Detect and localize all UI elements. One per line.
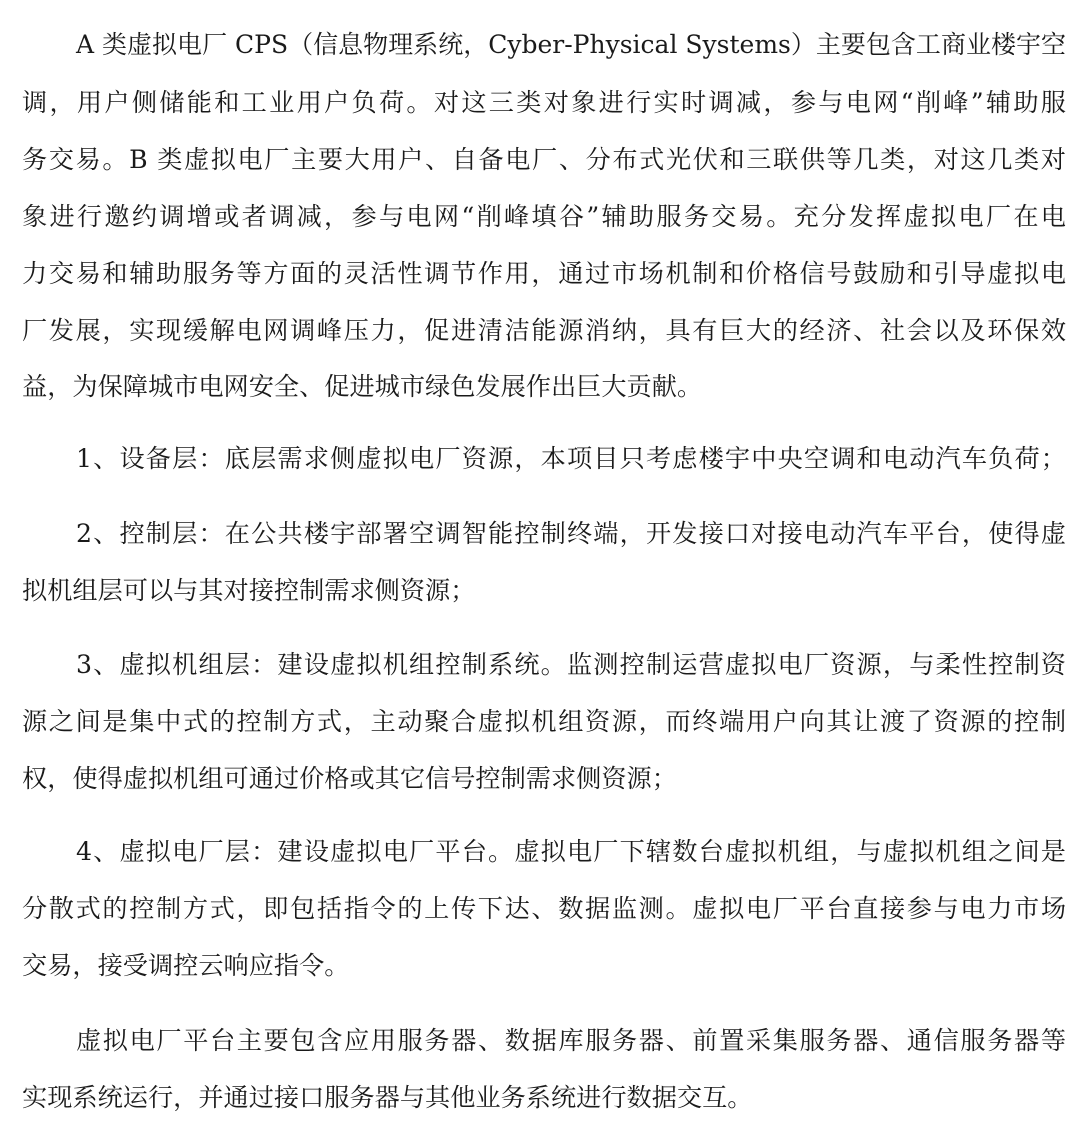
text-line: 益，为保障城市电网安全、促进城市绿色发展作出巨大贡献。	[22, 372, 703, 401]
text-line: 权，使得虚拟机组可通过价格或其它信号控制需求侧资源；	[22, 764, 677, 793]
text-line: 3、虚拟机组层：建设虚拟机组控制系统。监测控制运营虚拟电厂资源，与柔性控制资	[76, 650, 1066, 679]
text-line: 交易，接受调控云响应指令。	[22, 951, 350, 980]
text-line: 务交易。B 类虚拟电厂主要大用户、自备电厂、分布式光伏和三联供等几类，对这几类对	[22, 145, 1066, 174]
text-line: 2、控制层：在公共楼宇部署空调智能控制终端，开发接口对接电动汽车平台，使得虚	[76, 519, 1066, 548]
text-line: 1、设备层：底层需求侧虚拟电厂资源，本项目只考虑楼宇中央空调和电动汽车负荷；	[76, 444, 1066, 473]
text-line: 厂发展，实现缓解电网调峰压力，促进清洁能源消纳，具有巨大的经济、社会以及环保效	[22, 316, 1066, 345]
text-line: 拟机组层可以与其对接控制需求侧资源；	[22, 576, 476, 605]
text-line: 源之间是集中式的控制方式，主动聚合虚拟机组资源，而终端用户向其让渡了资源的控制	[22, 707, 1066, 736]
text-line: 虚拟电厂平台主要包含应用服务器、数据库服务器、前置采集服务器、通信服务器等	[76, 1026, 1066, 1055]
text-line: 实现系统运行，并通过接口服务器与其他业务系统进行数据交互。	[22, 1083, 753, 1112]
text-line: 4、虚拟电厂层：建设虚拟电厂平台。虚拟电厂下辖数台虚拟机组，与虚拟机组之间是	[76, 837, 1066, 866]
text-line: 力交易和辅助服务等方面的灵活性调节作用，通过市场机制和价格信号鼓励和引导虚拟电	[22, 259, 1066, 288]
text-line: 象进行邀约调增或者调减，参与电网“削峰填谷”辅助服务交易。充分发挥虚拟电厂在电	[22, 202, 1066, 231]
text-line: 调，用户侧储能和工业用户负荷。对这三类对象进行实时调减，参与电网“削峰”辅助服	[22, 88, 1066, 117]
text-line: A 类虚拟电厂 CPS（信息物理系统，Cyber-Physical Systems）主要包含工商业楼宇空	[76, 30, 1066, 59]
text-line: 分散式的控制方式，即包括指令的上传下达、数据监测。虚拟电厂平台直接参与电力市场	[22, 894, 1066, 923]
